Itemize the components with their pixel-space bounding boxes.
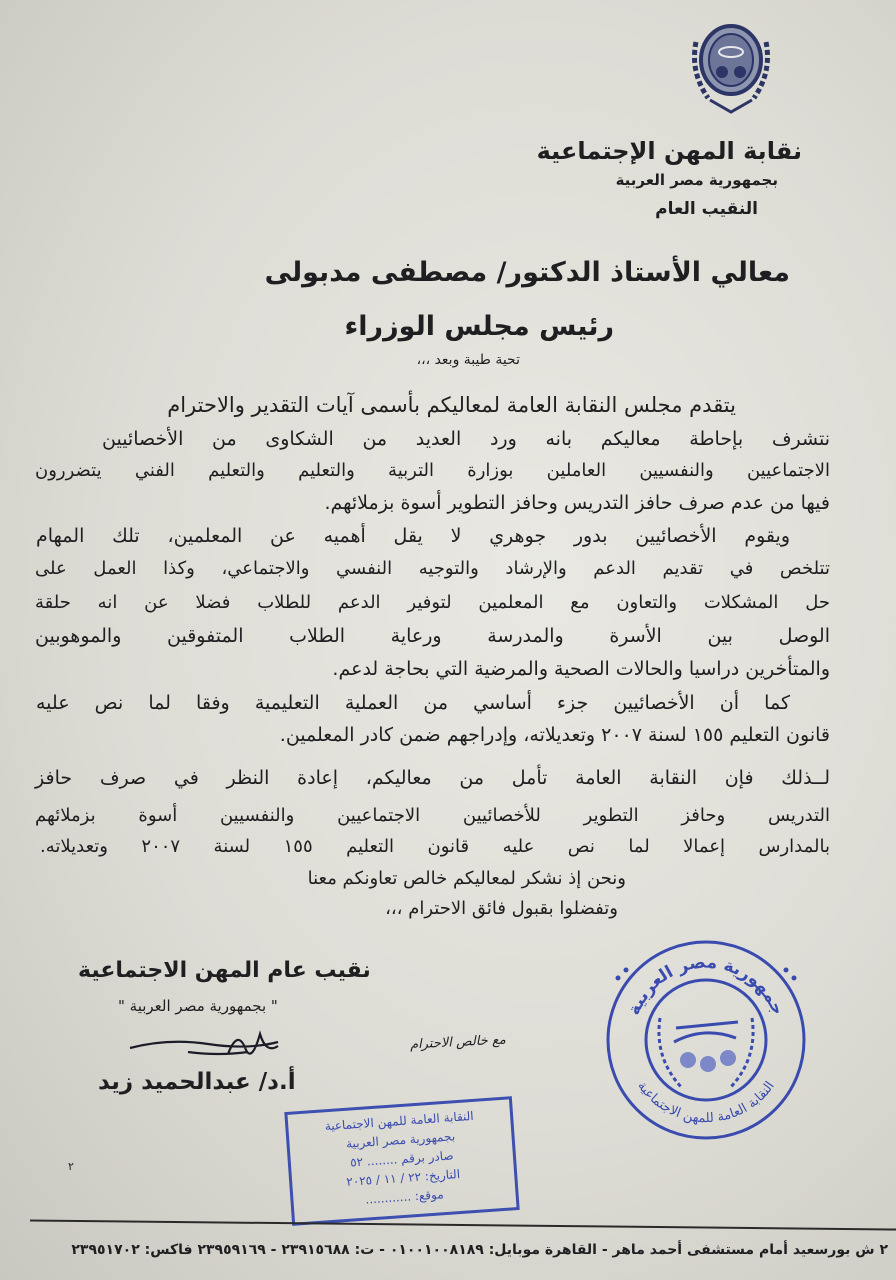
body-line: وتفضلوا بقبول فائق الاحترام ،،، [385, 898, 618, 919]
round-stamp-bottom-text: النقابة العامة للمهن الاجتماعية [634, 1078, 778, 1127]
handwritten-note: مع خالص الاحترام [409, 1032, 507, 1053]
body-line: الوصل بين الأسرة والمدرسة ورعاية الطلاب المتفوقين والموهوبين [35, 625, 830, 647]
body-line: كما أن الأخصائيين جزء أساسي من العملية التعليمية وفقا لما نص عليه [36, 692, 790, 714]
recipient-name: معالي الأستاذ الدكتور/ مصطفى مدبولى [264, 257, 790, 288]
round-stamp-top-text: جمهورية مصر العربية [624, 952, 788, 1019]
greeting: تحية طيبة وبعد ،،، [416, 352, 520, 368]
page-number: ٢ [68, 1160, 74, 1173]
body-line: نتشرف بإحاطة معاليكم بانه ورد العديد من الشكاوى من الأخصائيين [102, 428, 830, 450]
body-line: قانون التعليم ١٥٥ لسنة ٢٠٠٧ وتعديلاته، وإدراجهم ضمن كادر المعلمين. [279, 724, 830, 746]
body-line: يتقدم مجلس النقابة العامة لمعاليكم بأسمى آيات التقدير والاحترام [167, 393, 736, 417]
body-line: بالمدارس إعمالا لما نص عليه قانون التعليم ١٥٥ لسنة ٢٠٠٧ وتعديلاته. [40, 836, 830, 857]
outgoing-stamp-line1: النقابة العامة للمهن الاجتماعية [324, 1108, 475, 1134]
body-line: ونحن إذ نشكر لمعاليكم خالص تعاونكم معنا [307, 868, 626, 889]
syndicate-logo [688, 12, 774, 124]
round-stamp [604, 938, 808, 1142]
outgoing-stamp-number: صادر برقم ........ ٥٢ [349, 1148, 454, 1170]
body-line: لــذلك فإن النقابة العامة تأمل من معاليكم، إعادة النظر في صرف حافز [35, 767, 830, 789]
body-line: ويقوم الأخصائيين بدور جوهري لا يقل أهميه عن المعلمين، تلك المهام [36, 525, 790, 547]
body-line: تتلخص في تقديم الدعم والإرشاد والتوجيه النفسي والاجتماعي، وكذا العمل على [35, 558, 830, 579]
footer-address: ٢ ش بورسعيد أمام مستشفى أحمد ماهر - القاهرة موبايل: ٠١٠٠١٠٠٨١٨٩ - ت: ٢٣٩١٥٦٨٨ - ٢٣٩٥٩١٦٩ فاكس: ٢٣٩٥١٧٠٢ [71, 1242, 888, 1258]
body-line: حل المشكلات والتعاون مع المعلمين لتوفير الدعم للطلاب فضلا عن انه حلقة [35, 592, 830, 613]
body-line: والمتأخرين دراسيا والحالات الصحية والمرضية التي بحاجة لدعم. [332, 658, 830, 680]
signatory-title: نقيب عام المهن الاجتماعية [78, 958, 371, 983]
outgoing-stamp-line2: بجمهورية مصر العربية [345, 1129, 456, 1151]
org-name: نقابة المهن الإجتماعية [536, 137, 802, 165]
outgoing-stamp [284, 1096, 519, 1226]
svg-text:النقابة العامة للمهن الاجتماعي [634, 1079, 778, 1126]
outgoing-stamp-date: التاريخ: ٢٢ / ١١ / ٢٠٢٥ [345, 1167, 461, 1189]
footer-divider [30, 1219, 896, 1230]
org-office: النقيب العام [655, 199, 758, 219]
signatory-country: " بجمهورية مصر العربية " [118, 997, 278, 1015]
body-line: الاجتماعيين والنفسيين العاملين بوزارة التربية والتعليم والتعليم الفني يتضررون [35, 460, 830, 481]
signatory-name: أ.د/ عبدالحميد زيد [98, 1069, 296, 1095]
body-line: التدريس وحافز التطوير للأخصائيين الاجتماعيين والنفسيين أسوة بزملائهم [35, 805, 830, 826]
outgoing-stamp-signed: موقع: ............ [364, 1187, 445, 1207]
handwritten-signature [128, 1026, 288, 1066]
recipient-title: رئيس مجلس الوزراء [344, 311, 614, 342]
org-country: بجمهورية مصر العربية [615, 171, 778, 189]
body-line: فيها من عدم صرف حافز التدريس وحافز التطوير أسوة بزملائهم. [324, 492, 830, 514]
